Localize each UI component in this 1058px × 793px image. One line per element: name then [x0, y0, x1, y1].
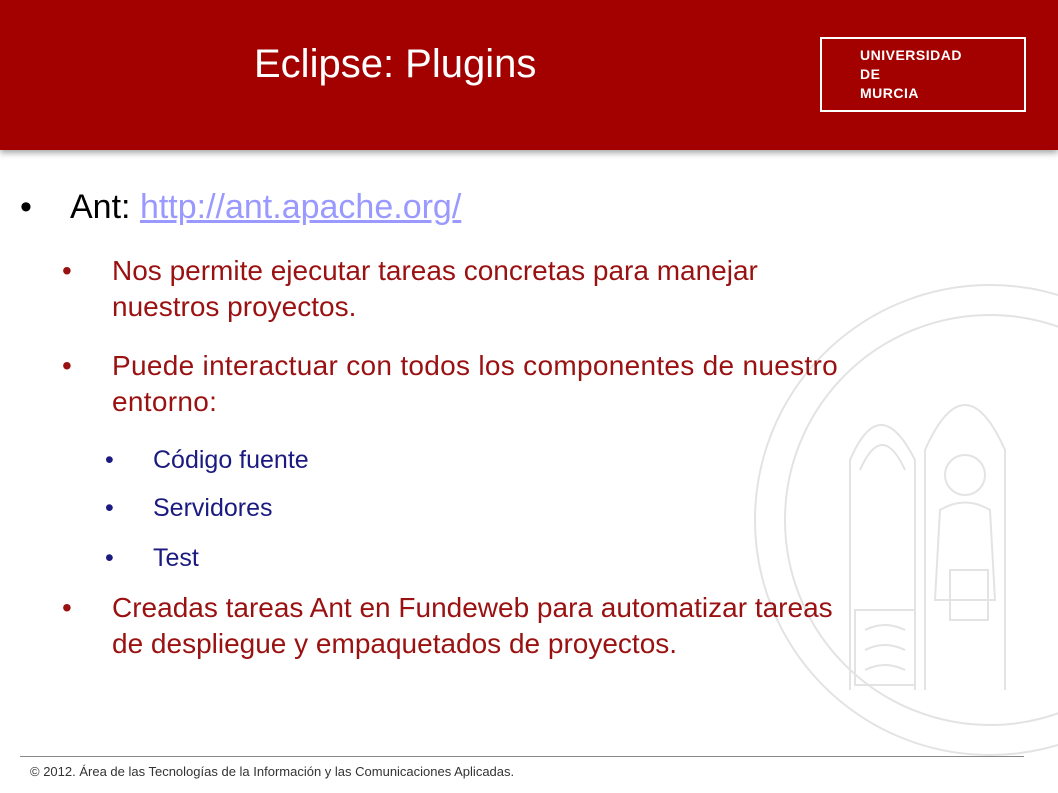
bullet-dot-icon: • — [62, 350, 72, 381]
sub-bullet-label: Servidores — [153, 494, 273, 522]
bullet-line: Puede interactuar con todos los componentes de nuestro — [112, 350, 838, 381]
university-seal-watermark — [740, 270, 1058, 780]
bullet-dot-icon: • — [105, 494, 114, 522]
footer-divider — [20, 756, 1024, 757]
bullet-ejecutar-tareas — [62, 253, 1002, 329]
bullet-line: Nos permite ejecutar tareas concretas para manejar — [112, 255, 758, 286]
logo-line-1: UNIVERSIDAD DE — [860, 47, 962, 82]
bullet-dot-icon: • — [62, 592, 72, 623]
sub-bullet-label: Código fuente — [153, 446, 309, 474]
bullet-dot-icon: • — [105, 446, 114, 474]
footer-copyright: © 2012. Área de las Tecnologías de la Información y las Comunicaciones Aplicadas. — [30, 764, 515, 779]
sub-bullet-label: Test — [153, 544, 199, 572]
slide-title: Eclipse: Plugins — [254, 42, 537, 86]
bullet-line: de despliegue y empaquetados de proyectos. — [112, 628, 678, 659]
bullet-dot-icon: • — [105, 544, 114, 572]
bullet-line: Creadas tareas Ant en Fundeweb para automatizar tareas — [112, 592, 833, 623]
ant-link[interactable]: http://ant.apache.org/ — [139, 188, 462, 226]
bullet-line: nuestros proyectos. — [112, 291, 357, 322]
university-logo — [820, 37, 1026, 112]
logo-line-2: MURCIA — [860, 85, 919, 101]
bullet-fundeweb — [62, 590, 1002, 666]
slide-header — [0, 0, 1058, 150]
ant-label: Ant: — [70, 188, 131, 226]
bullet-line: entorno: — [112, 386, 218, 417]
bullet-dot-icon: • — [62, 255, 72, 286]
bullet-dot-icon: • — [20, 188, 32, 226]
bullet-interactuar — [62, 348, 1002, 424]
